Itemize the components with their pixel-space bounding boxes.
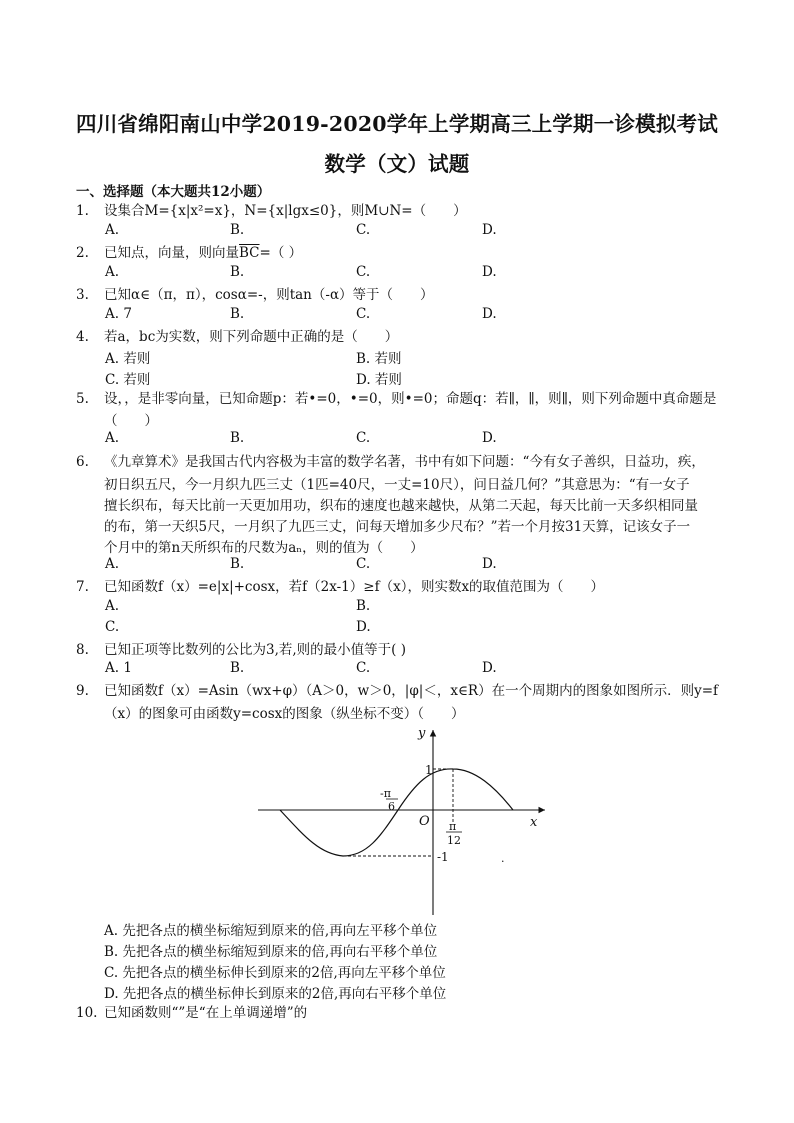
question-text-cont: 初日织五尺，今一月织九匹三丈（1匹=40尺，一丈=10尺），问日益几何？”其意思为：“有一女子 [104,477,690,493]
neg-pi-label: -π [380,787,391,800]
question-number: 10. [76,1005,98,1021]
option-a: A. [105,598,120,614]
option-a: A. [105,222,120,238]
option-d: D. [482,430,497,446]
question-text: 已知α∈（π，π），cosα=-，则tan（-α）等于（ ） [104,287,434,303]
question-number: 6. [76,454,89,470]
option-d: D. [482,222,497,238]
option-c: C. [356,264,371,280]
option-b: B. [230,430,245,446]
question-text-cont: （ ） [104,413,158,429]
question-number: 3. [76,287,89,303]
option-d: D. [482,556,497,572]
question-text: 已知函数则“”是“在上单调递增”的 [104,1005,308,1021]
pi-label: π [449,820,457,833]
question-text: 《九章算术》是我国古代内容极为丰富的数学名著，书中有如下问题：“今有女子善织，日益功，疾， [104,454,705,470]
x-axis-label: x [530,815,538,830]
min-value-label: -1 [437,850,449,864]
option-c: C. [356,556,371,572]
question-text-part: 已知点，向量，则向量 [104,245,239,261]
question-text: 若a，bc为实数，则下列命题中正确的是（ ） [104,329,399,345]
option-a: A. [105,556,120,572]
six-label: 6 [388,800,395,813]
vector-bc: $\overline{BC}$ [239,245,260,261]
option-a: A. [105,430,120,446]
question-text: 已知函数f（x）=Asin（wx+φ）（A＞0，w＞0，|φ|＜，x∈R）在一个周期内的图象如图所示．则y=f [104,683,719,699]
question-number: 4. [76,329,89,345]
option-b: B. [356,598,371,614]
option-c: C. 先把各点的横坐标伸长到原来的2倍,再向左平移个单位 [104,965,446,981]
option-c: C. [356,430,371,446]
option-b: B. [230,222,245,238]
question-text: 设，，是非零向量，已知命题p：若•=0，•=0，则•=0；命题q：若∥，∥，则∥，则下列命题中真命题是 [104,391,717,407]
question-text-cont: 个月中的第n天所织布的尺数为aₙ，则的值为（ ） [104,540,424,556]
question-number: 9. [76,683,89,699]
option-a: A. 1 [105,660,132,676]
option-b: B. 先把各点的横坐标缩短到原来的倍,再向右平移个单位 [104,944,438,960]
option-c: C. 若则 [105,372,151,388]
question-number: 1. [76,203,89,219]
question-text-cont: （x）的图象可由函数y=cosx的图象（纵坐标不变）（ ） [104,706,465,722]
question-text: 设集合M={x|x²=x}，N={x|lgx≤0}，则M∪N=（ ） [104,203,467,219]
question-text-part: =（ ） [259,245,303,261]
exam-title: 四川省绵阳南山中学2019-2020学年上学期高三上学期一诊模拟考试 [76,112,718,136]
option-c: C. [105,619,120,635]
origin-label: O [419,814,430,829]
option-c: C. [356,660,371,676]
option-b: B. [230,660,245,676]
option-d: D. [482,660,497,676]
option-d: D. [356,619,371,635]
option-c: C. [356,222,371,238]
option-d: D. [482,264,497,280]
question-number: 5. [76,391,89,407]
sine-graph [255,722,555,917]
question-number: 7. [76,579,89,595]
option-b: B. [230,264,245,280]
option-d: D. 若则 [356,372,402,388]
question-text: 已知函数f（x）=e|x|+cosx，若f（2x-1）≥f（x），则实数x的取值范围为（ ） [104,579,605,595]
option-b: B. [230,556,245,572]
question-text: 已知正项等比数列的公比为3,若,则的最小值等于( ) [104,642,406,658]
question-number: 8. [76,642,89,658]
option-a: A. 先把各点的横坐标缩短到原来的倍,再向左平移个单位 [104,923,438,939]
max-value-label: 1 [425,763,433,777]
section-heading: 一、选择题（本大题共12小题） [76,184,271,200]
question-text-cont: 擅长织布，每天比前一天更加用功，织布的速度也越来越快，从第二天起，每天比前一天多织相同量 [104,498,698,514]
option-c: C. [356,306,371,322]
stray-dot: . [501,852,505,865]
question-text [104,243,302,263]
twelve-label: 12 [447,834,461,847]
option-d: D. 先把各点的横坐标伸长到原来的2倍,再向右平移个单位 [104,986,447,1002]
question-text-cont: 的布，第一天织5尺，一月织了九匹三丈，问每天增加多少尺布？”若一个月按31天算，记该女子一 [104,519,691,535]
option-a: A. 若则 [105,351,151,367]
option-a: A. 7 [105,306,132,322]
option-a: A. [105,264,120,280]
option-b: B. [230,306,245,322]
question-number: 2. [76,245,89,261]
y-axis-label: y [418,726,426,741]
option-b: B. 若则 [356,351,402,367]
option-d: D. [482,306,497,322]
sine-curve [280,769,513,856]
exam-subtitle: 数学（文）试题 [324,152,470,176]
